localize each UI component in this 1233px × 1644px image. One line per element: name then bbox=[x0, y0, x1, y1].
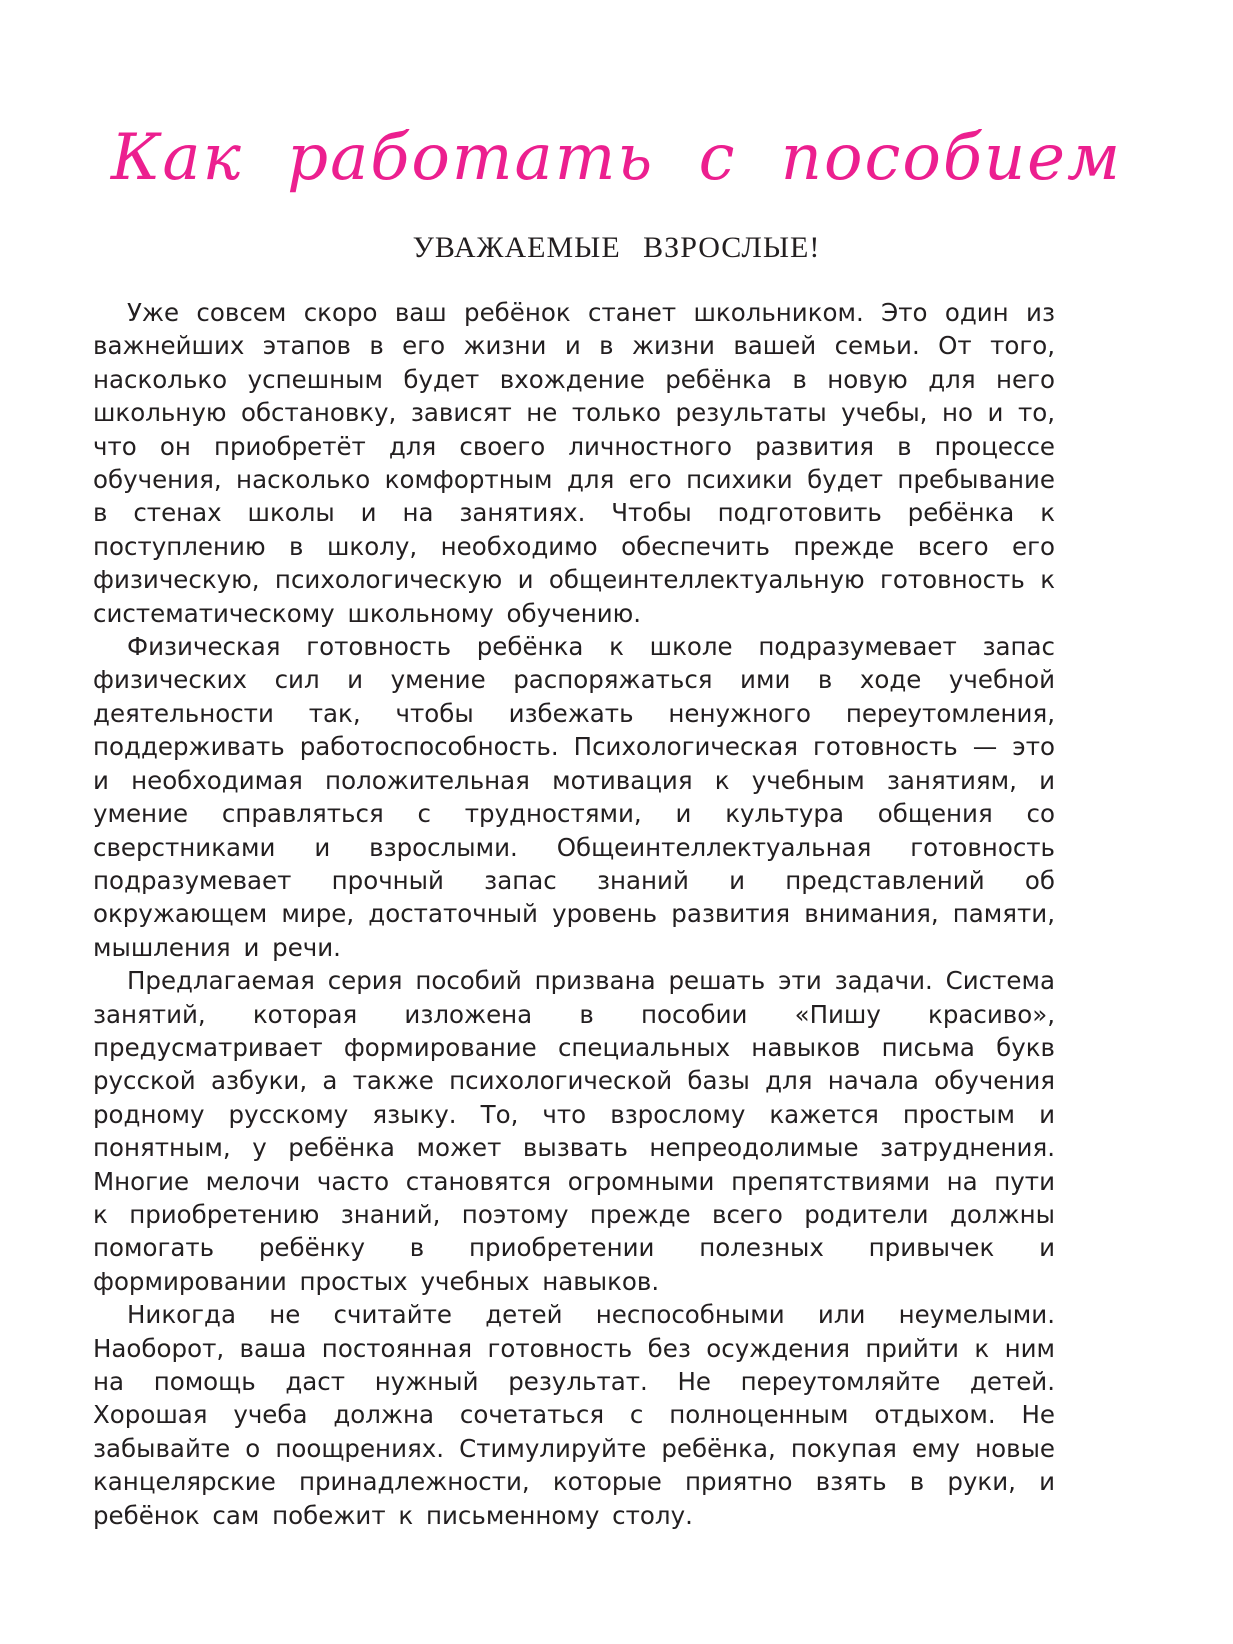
body-text bbox=[93, 296, 1055, 1532]
paragraph-2: Физическая готовность ребёнка к школе подразумевает запас физических сил и умение распоряжаться ими в ходе учебной деятельности так, чтобы избежать ненужного переутомления, поддерживать работоспособность. Психологическая готовность — это и необходимая положительная мотивация к учебным занятиям, и умение справляться с трудностями, и культура общения со сверстниками и взрослыми. Общеинтеллектуальная готовность подразумевает прочный запас знаний и представлений об окружающем мире, достаточный уровень развития внимания, памяти, мышления и речи. bbox=[93, 632, 1055, 962]
paragraph-3: Предлагаемая серия пособий призвана решать эти задачи. Система занятий, которая изложена в пособии «Пишу красиво», предусматривает формирование специальных навыков письма букв русской азбуки, а также психологической базы для начала обучения родному русскому языку. То, что взрослому кажется простым и понятным, у ребёнка может вызвать непреодолимые затруднения. Многие мелочи часто становятся огромными препятствиями на пути к приобретению знаний, поэтому прежде всего родители должны помогать ребёнку в приобретении полезных привычек и формировании простых учебных навыков. bbox=[93, 966, 1055, 1296]
paragraph-4: Никогда не считайте детей неспособными или неумелыми. Наоборот, ваша постоянная готовность без осуждения прийти к ним на помощь даст нужный результат. Не переутомляйте детей. Хорошая учеба должна сочетаться с полноценным отдыхом. Не забывайте о поощрениях. Стимулируйте ребёнка, покупая ему новые канцелярские принадлежности, которые приятно взять в руки, и ребёнок сам побежит к письменному столу. bbox=[93, 1300, 1055, 1530]
page-title: Как работать с пособием bbox=[110, 121, 1123, 195]
page-subtitle: УВАЖАЕМЫЕ ВЗРОСЛЫЕ! bbox=[412, 231, 821, 264]
paragraph-1: Уже совсем скоро ваш ребёнок станет школьником. Это один из важнейших этапов в его жизни и в жизни вашей семьи. От того, насколько успешным будет вхождение ребёнка в новую для него школьную обстановку, зависят не только результаты учебы, но и то, что он приобретёт для своего личностного развития в процессе обучения, насколько комфортным для его психики будет пребывание в стенах школы и на занятиях. Чтобы подготовить ребёнка к поступлению в школу, необходимо обеспечить прежде всего его физическую, психологическую и общеинтеллектуальную готовность к систематическому школьному обучению. bbox=[93, 298, 1055, 628]
